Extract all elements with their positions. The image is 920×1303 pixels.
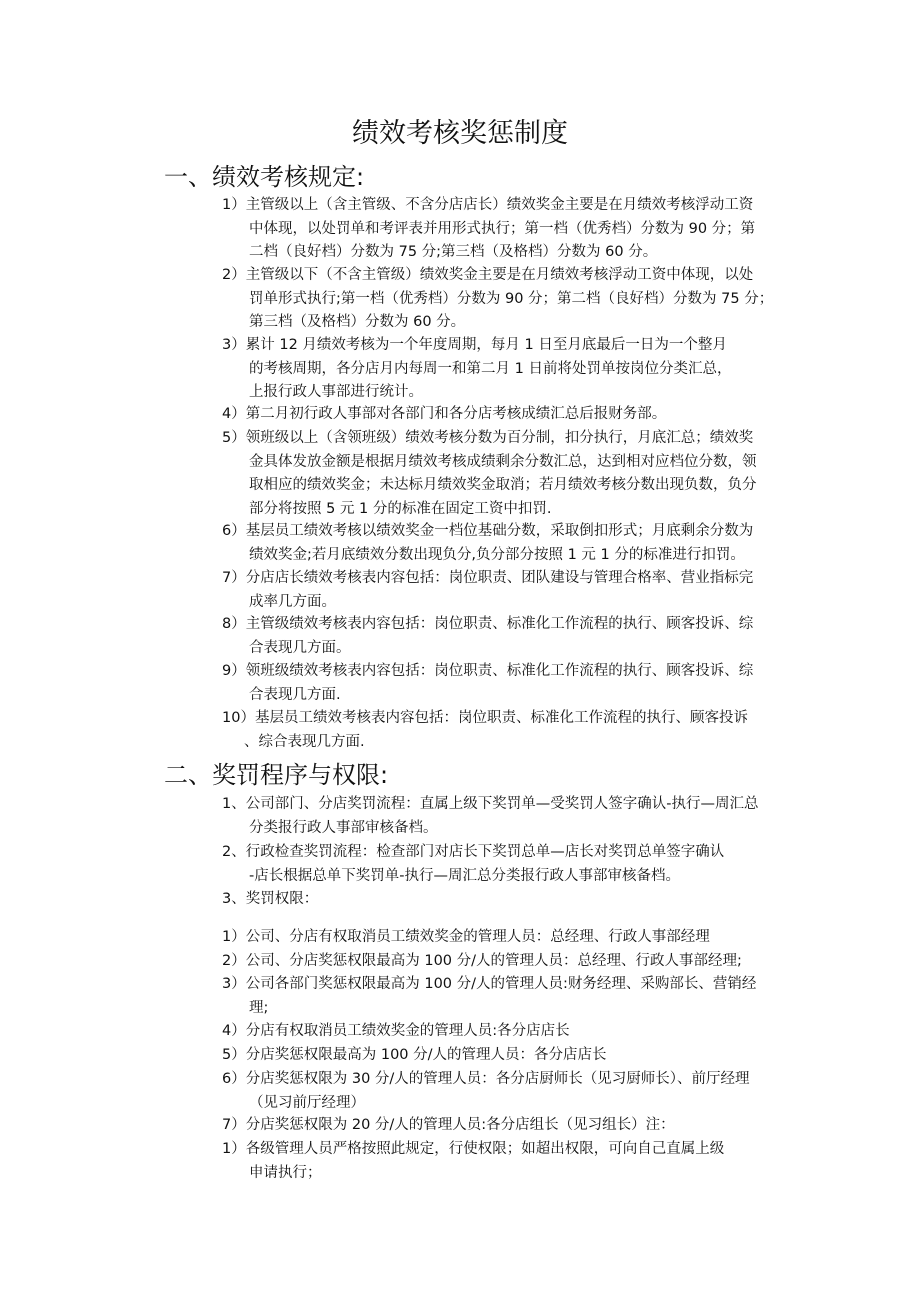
list-item	[222, 613, 753, 660]
list-item	[222, 926, 710, 950]
item-text: 的考核周期，各分店月内每周一和第二月 1 日前将处罚单按岗位分类汇总，	[249, 360, 732, 377]
item-text: 公司、分店奖惩权限最高为 100 分/人的管理人员：总经理、行政人事部经理;	[245, 953, 742, 969]
item-text: 行政检查奖罚流程：检查部门对店长下奖罚总单—店长对奖罚总单签字确认	[245, 844, 725, 860]
item-number: 2、	[222, 844, 246, 860]
item-number: 1）	[222, 929, 246, 945]
item-number: 6）	[222, 523, 246, 539]
item-text: 部分将按照 5 元 1 分的标准在固定工资中扣罚.	[249, 500, 552, 517]
item-text: 分店奖惩权限为 30 分/人的管理人员：各分店厨师长（见习厨师长）、前厅经理	[245, 1071, 750, 1087]
item-text: 第二月初行政人事部对各部门和各分店考核成绩汇总后报财务部。	[245, 406, 667, 422]
item-text: -店长根据总单下奖罚单-执行—周汇总分类报行政人事部审核备档。	[249, 867, 680, 884]
list-item	[222, 841, 724, 888]
item-number: 1、	[222, 796, 246, 812]
section-heading-procedure: 二、奖罚程序与权限:	[164, 761, 389, 789]
list-item	[222, 427, 757, 521]
list-item	[222, 1138, 724, 1185]
item-text: 各级管理人员严格按照此规定，行使权限；如超出权限，可向自己直属上级	[245, 1141, 725, 1157]
item-text: 公司各部门奖惩权限最高为 100 分/人的管理人员:财务经理、采购部长、营销经	[245, 976, 757, 992]
item-number: 6）	[222, 1071, 246, 1087]
item-text: 公司、分店有权取消员工绩效奖金的管理人员：总经理、行政人事部经理	[245, 929, 710, 945]
list-item	[222, 793, 758, 840]
item-number: 2）	[222, 267, 246, 283]
item-text: 主管级以上（含主管级、不含分店店长）绩效奖金主要是在月绩效考核浮动工资	[245, 197, 754, 213]
section-heading-performance: 一、绩效考核规定:	[164, 163, 365, 191]
item-text: 基层员工绩效考核以绩效奖金一档位基础分数，采取倒扣形式；月底剩余分数为	[245, 523, 754, 539]
list-item	[222, 1114, 675, 1138]
list-item	[222, 1044, 607, 1068]
item-number: 8）	[222, 616, 246, 632]
list-item	[222, 973, 756, 1020]
list-item	[222, 660, 753, 707]
item-text: 上报行政人事部进行统计。	[249, 384, 423, 400]
list-item	[222, 888, 318, 912]
item-text: 金具体发放金额是根据月绩效考核成绩剩余分数汇总，达到相对应档位分数，领	[249, 453, 757, 470]
item-number: 10）	[222, 710, 255, 726]
item-number: 1）	[222, 1141, 246, 1157]
item-text: 累计 12 月绩效考核为一个年度周期，每月 1 日至月底最后一日为一个整月	[245, 337, 727, 353]
item-number: 3、	[222, 891, 246, 907]
list-item	[222, 334, 731, 405]
list-item	[222, 1020, 570, 1044]
list-item	[222, 707, 748, 754]
list-item	[222, 264, 773, 335]
item-text: 合表现几方面.	[249, 686, 341, 703]
item-text: 二档（良好档）分数为 75 分;第三档（及格档）分数为 60 分。	[249, 244, 658, 260]
item-number: 3）	[222, 976, 246, 992]
list-item	[222, 950, 742, 974]
item-text: 奖罚权限：	[245, 891, 319, 907]
list-item	[222, 403, 666, 427]
item-text: 分店有权取消员工绩效奖金的管理人员:各分店店长	[245, 1023, 570, 1039]
item-number: 1）	[222, 197, 246, 213]
document-title: 绩效考核奖惩制度	[352, 118, 568, 149]
list-item	[222, 1068, 750, 1115]
item-text: 基层员工绩效考核表内容包括：岗位职责、标准化工作流程的执行、顾客投诉	[254, 710, 748, 726]
item-number: 2）	[222, 953, 246, 969]
item-text: 分店奖惩权限为 20 分/人的管理人员:各分店组长（见习组长）注：	[245, 1117, 675, 1133]
item-text: 分店奖惩权限最高为 100 分/人的管理人员：各分店店长	[245, 1047, 607, 1063]
item-number: 9）	[222, 663, 246, 679]
item-text: 罚单形式执行;第一档（优秀档）分数为 90 分；第二档（良好档）分数为 75 分；	[249, 290, 774, 307]
item-text: 分类报行政人事部审核备档。	[249, 819, 438, 836]
item-text: 取相应的绩效奖金；未达标月绩效奖金取消；若月绩效考核分数出现负数，负分	[249, 477, 757, 493]
item-text: 理;	[249, 999, 269, 1016]
item-text: 合表现几方面。	[249, 639, 351, 656]
item-text: 第三档（及格档）分数为 60 分。	[249, 314, 466, 330]
list-item	[222, 194, 755, 265]
list-item	[222, 567, 753, 614]
item-text: 领班级绩效考核表内容包括：岗位职责、标准化工作流程的执行、顾客投诉、综	[245, 663, 754, 679]
item-text: （见习前厅经理）	[249, 1094, 365, 1111]
list-item	[222, 520, 753, 567]
item-number: 4）	[222, 406, 246, 422]
item-number: 3）	[222, 337, 246, 353]
item-text: 分店店长绩效考核表内容包括：岗位职责、团队建设与管理合格率、营业指标完	[245, 570, 754, 586]
item-number: 4）	[222, 1023, 246, 1039]
item-text: 领班级以上（含领班级）绩效考核分数为百分制，扣分执行，月底汇总；绩效奖	[245, 430, 754, 446]
item-text: 主管级以下（不含主管级）绩效奖金主要是在月绩效考核浮动工资中体现，以处	[245, 267, 754, 283]
item-text: 、综合表现几方面.	[244, 733, 365, 750]
item-text: 绩效奖金;若月底绩效分数出现负分,负分部分按照 1 元 1 分的标准进行扣罚。	[249, 546, 745, 563]
item-number: 5）	[222, 1047, 246, 1063]
item-number: 7）	[222, 1117, 246, 1133]
item-text: 成率几方面。	[249, 593, 336, 610]
item-number: 7）	[222, 570, 246, 586]
item-text: 申请执行；	[249, 1164, 322, 1181]
item-text: 公司部门、分店奖罚流程：直属上级下奖罚单—受奖罚人签字确认-执行—周汇总	[245, 796, 759, 812]
item-text: 中体现，以处罚单和考评表并用形式执行；第一档（优秀档）分数为 90 分；第	[249, 220, 756, 237]
item-number: 5）	[222, 430, 246, 446]
item-text: 主管级绩效考核表内容包括：岗位职责、标准化工作流程的执行、顾客投诉、综	[245, 616, 754, 632]
